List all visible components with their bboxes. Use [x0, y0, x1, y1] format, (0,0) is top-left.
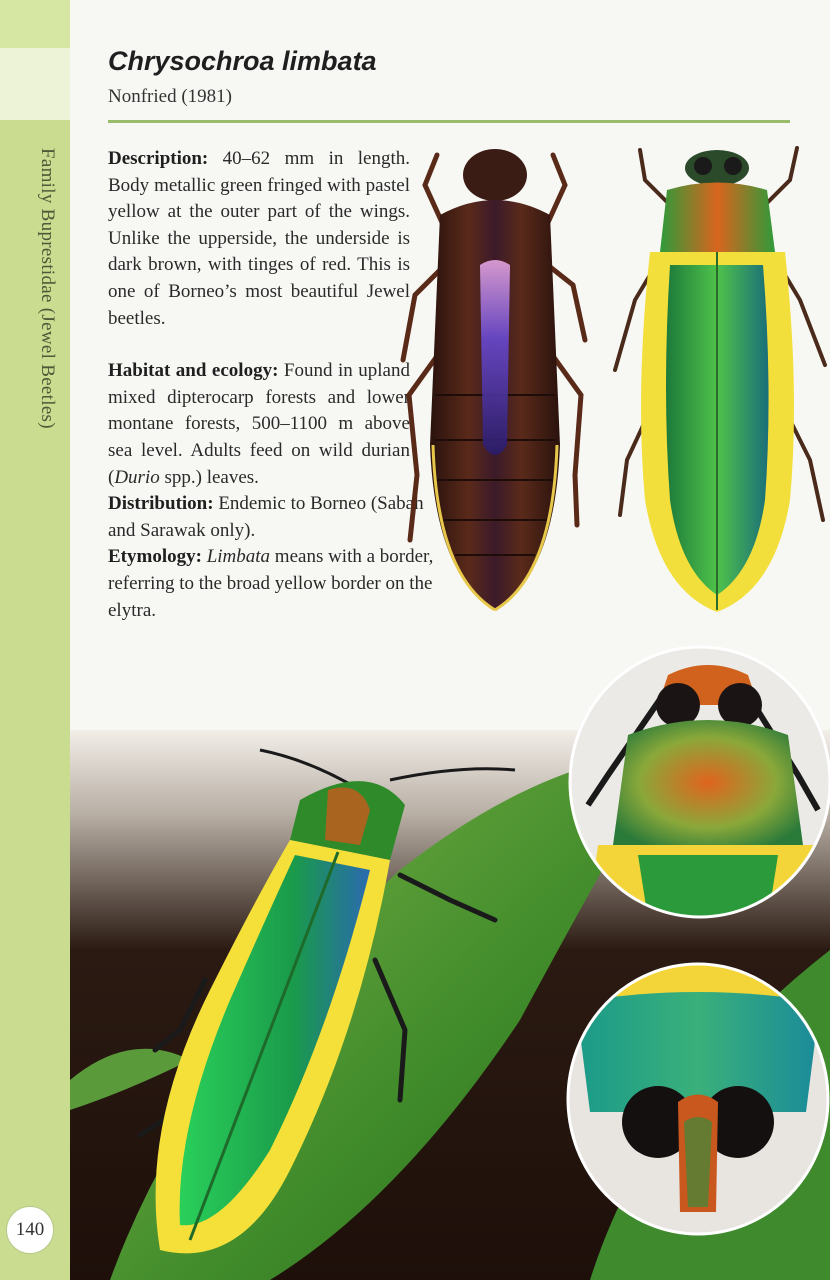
upperside-specimen-photo — [605, 140, 830, 615]
distribution-paragraph — [108, 491, 438, 544]
page-number: 140 — [6, 1206, 54, 1254]
species-title: Chrysochroa limbata — [108, 46, 377, 76]
underside-specimen-photo — [395, 145, 595, 615]
pronotum-closeup-photo — [568, 645, 830, 919]
etymology-heading: Etymology: — [108, 546, 202, 568]
species-author: Nonfried (1981) — [108, 86, 232, 107]
habitat-text-after: spp.) leaves. — [159, 466, 259, 488]
habitat-text-before: Found in upland mixed dipterocarp forests and lower montane forests, 500–1100 m above sea level. Adults feed on wild durian ( — [108, 360, 410, 488]
side-band — [0, 0, 70, 1280]
side-tab — [0, 0, 70, 48]
description-heading: Description: — [108, 148, 209, 169]
description-text: 40–62 mm in length. Body metallic green fringed with pastel yellow at the outer part of the wings. Unlike the upperside, the underside is dark brown, with tinges of red. This is one of Borneo’s most beautiful Jewel beetles. — [108, 148, 410, 329]
etymology-text: means with a border, referring to the broad yellow border on the elytra. — [108, 546, 434, 621]
distribution-heading: Distribution: — [108, 493, 214, 515]
head-closeup-photo — [566, 962, 830, 1236]
habitat-paragraph — [108, 358, 410, 491]
habitat-genus: Durio — [114, 466, 160, 488]
header-rule — [108, 120, 790, 123]
side-tab-light — [0, 48, 70, 120]
etymology-paragraph — [108, 544, 438, 624]
description-paragraph — [108, 146, 410, 332]
habitat-heading: Habitat and ecology: — [108, 360, 279, 382]
body-text — [108, 146, 434, 624]
distribution-text: Endemic to Borneo (Sabah and Sarawak only). — [108, 493, 424, 541]
family-label: Family Buprestidae (Jewel Beetles) — [37, 148, 58, 429]
etymology-term: Limbata — [206, 546, 271, 568]
